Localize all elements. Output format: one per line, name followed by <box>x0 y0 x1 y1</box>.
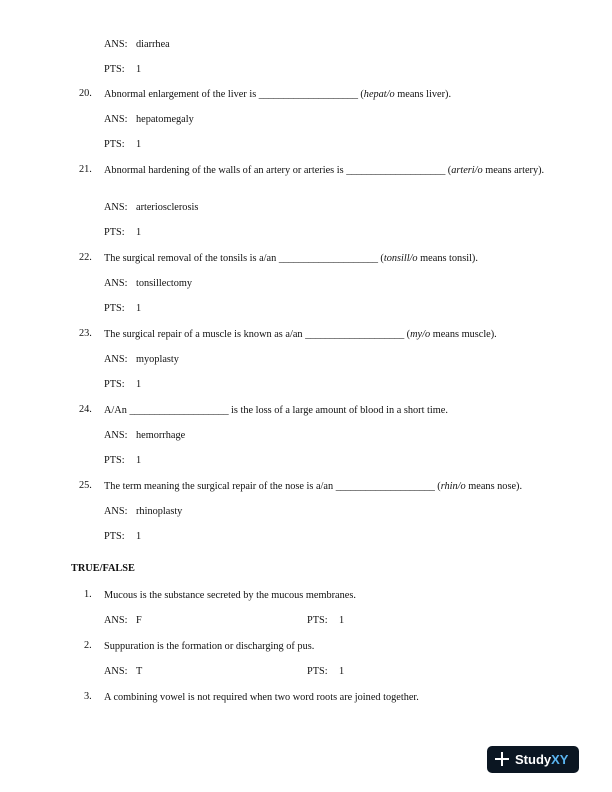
points-group: PTS: 1 <box>307 615 345 626</box>
question-text: A combining vowel is not required when two word roots are joined together. <box>104 692 419 703</box>
points-line: PTS: 1 <box>104 303 142 314</box>
points-line: PTS: 1 <box>104 227 142 238</box>
answer-line: ANS: hepatomegaly <box>104 114 194 125</box>
points-line: PTS: 1 <box>104 531 142 542</box>
answer-value: hemorrhage <box>136 430 186 441</box>
question-text: Abnormal hardening of the walls of an artery or arteries is ____________________ (arteri/o means artery). <box>104 165 545 176</box>
combining-form: my/o <box>410 329 431 340</box>
points-value: 1 <box>136 139 142 150</box>
answer-blank: ____________________ <box>278 253 378 264</box>
answer-line: ANS: arteriosclerosis <box>104 202 199 213</box>
combining-form: hepat/o <box>363 89 395 100</box>
combining-form: rhin/o <box>440 481 466 492</box>
combining-form: arteri/o <box>451 165 483 176</box>
answer-line: ANS: rhinoplasty <box>104 506 183 517</box>
answer-line: ANS: myoplasty <box>104 354 179 365</box>
answer-line: ANS: F PTS: 1 <box>104 615 345 626</box>
points-value: 1 <box>136 455 142 466</box>
studyxy-logo <box>487 746 579 773</box>
question-text: Suppuration is the formation or discharging of pus. <box>104 641 315 652</box>
answer-blank: ____________________ <box>335 481 435 492</box>
points-value: 1 <box>136 379 142 390</box>
answer-value: rhinoplasty <box>136 506 183 517</box>
question-text: A/An ____________________ is the loss of a large amount of blood in a short time. <box>104 405 448 416</box>
question-number: 23. <box>79 328 92 339</box>
points-value: 1 <box>136 227 142 238</box>
answer-value: diarrhea <box>136 39 170 50</box>
points-value: 1 <box>339 615 345 626</box>
question-number: 24. <box>79 404 92 415</box>
points-line: PTS: 1 <box>104 139 142 150</box>
question-text: Mucous is the substance secreted by the mucous membranes. <box>104 590 356 601</box>
pts-label: PTS: <box>104 64 125 75</box>
answer-value: T <box>136 666 143 677</box>
question-number: 21. <box>79 164 92 175</box>
question-text: Abnormal enlargement of the liver is ____________________ (hepat/o means liver). <box>104 89 452 100</box>
question-number: 1. <box>84 589 92 600</box>
points-group: PTS: 1 <box>307 666 345 677</box>
question-number: 3. <box>84 691 92 702</box>
question-text: The surgical repair of a muscle is known as a/an ____________________ (my/o means muscle). <box>104 329 497 340</box>
ans-label: ANS: <box>104 39 128 50</box>
answer-value: tonsillectomy <box>136 278 193 289</box>
question-number: 22. <box>79 252 92 263</box>
logo-text: StudyXY <box>515 752 569 767</box>
answer-line: ANS: tonsillectomy <box>104 278 193 289</box>
answer-blank: ____________________ <box>305 329 405 340</box>
points-line: PTS: 1 <box>104 455 142 466</box>
points-value: 1 <box>339 666 345 677</box>
answer-value: myoplasty <box>136 354 179 365</box>
points-value: 1 <box>136 303 142 314</box>
answer-blank: ____________________ <box>346 165 446 176</box>
section-heading: TRUE/FALSE <box>71 563 135 574</box>
answer-line: ANS: hemorrhage <box>104 430 186 441</box>
question-number: 25. <box>79 480 92 491</box>
points-value: 1 <box>136 64 142 75</box>
answer-blank: ____________________ <box>129 405 229 416</box>
points-line <box>104 63 141 76</box>
question-text: The term meaning the surgical repair of the nose is a/an ____________________ (rhin/o means nose). <box>104 481 523 492</box>
answer-value: arteriosclerosis <box>136 202 199 213</box>
question-text: The surgical removal of the tonsils is a/an ____________________ (tonsill/o means tonsil). <box>104 253 478 264</box>
question-number: 2. <box>84 640 92 651</box>
answer-blank: ____________________ <box>258 89 358 100</box>
answer-line <box>104 38 170 51</box>
combining-form: tonsill/o <box>383 253 418 264</box>
points-value: 1 <box>136 531 142 542</box>
answer-line: ANS: T PTS: 1 <box>104 666 345 677</box>
answer-value: F <box>136 615 142 626</box>
points-line: PTS: 1 <box>104 379 142 390</box>
plus-icon <box>495 752 509 766</box>
answer-value: hepatomegaly <box>136 114 194 125</box>
question-number: 20. <box>79 88 92 99</box>
